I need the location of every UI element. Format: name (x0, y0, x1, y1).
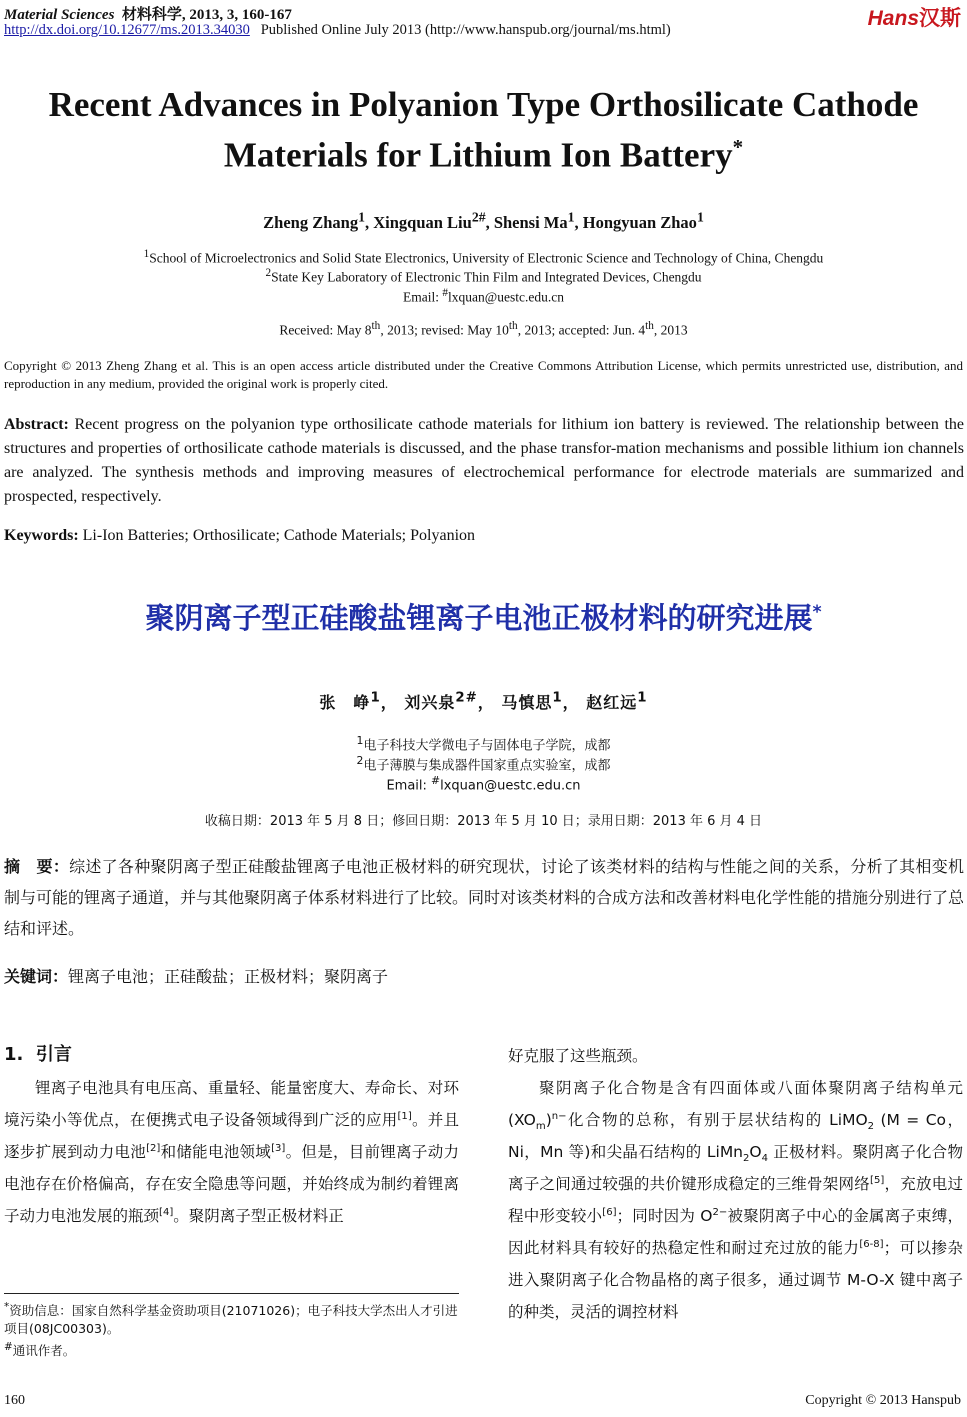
received-dates-cn: 收稿日期：2013 年 5 月 8 日；修回日期：2013 年 5 月 10 日；录用日期：2013 年 6 月 4 日 (204, 814, 763, 829)
author-name: 张 峥 (319, 693, 371, 712)
keywords-text: Li-Ion Batteries; Orthosilicate; Cathode Materials; Polyanion (78, 527, 476, 544)
keywords-label: Keywords: (4, 527, 79, 544)
page-number: 160 (4, 1393, 25, 1408)
footnote (4, 1338, 459, 1360)
abstract-en (4, 413, 964, 509)
doi-link[interactable]: http://dx.doi.org/10.12677/ms.2013.34030 (4, 22, 250, 38)
date-sup: th (508, 320, 518, 332)
subscript: 2 (867, 1121, 875, 1133)
paper-title-cn (0, 596, 967, 637)
footnote-mark: * (4, 1301, 10, 1313)
email-cn (0, 774, 967, 793)
affil-sup: 1 (356, 734, 364, 747)
affil-sup: 2 (265, 267, 272, 279)
journal-name: Material Sciences (4, 7, 115, 23)
abstract-label: Abstract: (4, 416, 69, 433)
author-sup: 1 (358, 209, 365, 224)
author-sup: 1 (637, 690, 648, 706)
body-text: 化合物的总称，有别于层状结构的 LiMO (566, 1111, 868, 1129)
keywords-cn-text: 锂离子电池；正硅酸盐；正极材料；聚阴离子 (68, 967, 389, 986)
email-sup: # (442, 287, 449, 299)
doi-line (4, 22, 671, 39)
superscript: n− (551, 1110, 567, 1122)
affil-sup: 1 (143, 248, 150, 260)
title-en-mark: * (732, 135, 744, 159)
author-sep: ， (562, 693, 580, 712)
body-text: O (749, 1143, 762, 1161)
affil-text: School of Microelectronics and Solid State Electronics, University of Electronic Science and Technology of China, Chengdu (149, 250, 824, 266)
citation-ref[interactable]: [2] (146, 1142, 161, 1154)
logo-cn: 汉斯 (919, 7, 961, 30)
author-sup: 1 (696, 209, 704, 224)
paper-title-en (0, 84, 967, 177)
subscript: m (535, 1121, 546, 1133)
body-text: ；同时因为 O (616, 1207, 713, 1225)
author-cn (404, 690, 495, 712)
published-note: Published Online July 2013 (http://www.hanspub.org/journal/ms.html) (260, 22, 671, 38)
affiliation-cn-2 (0, 754, 967, 773)
section-number: 1. (4, 1044, 24, 1065)
abstract-cn (4, 851, 964, 944)
body-column-right (508, 1040, 963, 1328)
email-label: Email: (403, 289, 443, 305)
affil-text: 电子科技大学微电子与固体电子学院，成都 (363, 738, 611, 754)
body-text: 。聚阴离子型正极材料正 (173, 1207, 344, 1225)
citation-ref[interactable]: [1] (397, 1110, 412, 1122)
citation-ref[interactable]: [6-8] (859, 1238, 884, 1250)
title-cn-text: 聚阴离子型正硅酸盐锂离子电池正极材料的研究进展 (145, 601, 813, 635)
hanspub-logo (868, 2, 961, 32)
footnote-mark: # (4, 1341, 13, 1354)
date-sup: th (371, 320, 381, 332)
author-cn (319, 690, 398, 712)
affil-text: State Key Laboratory of Electronic Thin Film and Integrated Devices, Chengdu (271, 269, 702, 285)
copyright-notice: Copyright © 2013 Zheng Zhang et al. This is an open access article distributed under the Creative Commons Attribution License, which permits unrestricted use, distribution, and reproduction in any medium, provided the original work is properly cited. (4, 358, 963, 391)
body-text: ) (545, 1111, 552, 1129)
author-name: Zheng Zhang (263, 212, 359, 232)
subscript: 2 (743, 1153, 750, 1165)
affiliation-en-2 (0, 267, 967, 286)
date-text: , 2013; revised: May 10 (380, 322, 509, 338)
title-cn-mark: * (812, 602, 822, 623)
citation-ref[interactable]: [3] (271, 1142, 286, 1154)
citation-ref[interactable]: [4] (159, 1206, 174, 1218)
body-text: 锂离子电池具有电压高、重量轻、能量密度大、寿命长、对环境污染小等优点，在便携式电子设备领域得到广泛的应用 (4, 1079, 459, 1129)
body-text: 。并且逐步扩展到动力电池 (4, 1111, 459, 1161)
affiliation-en-1 (0, 248, 967, 267)
author-sep: , (485, 212, 494, 232)
section-title: 引言 (35, 1044, 72, 1065)
body-column-left (4, 1040, 459, 1232)
body-text: (M = Co，Ni，Mn 等)和尖晶石结构的 LiMn (508, 1111, 963, 1161)
footnotes (4, 1298, 459, 1360)
author-en (493, 209, 583, 232)
body-paragraph-continued: 好克服了这些瓶颈。 (508, 1047, 648, 1065)
author-en (582, 209, 704, 232)
affiliation-cn-1 (0, 734, 967, 753)
author-sep: ， (477, 693, 495, 712)
footnote-text: 通讯作者。 (12, 1343, 76, 1359)
section-heading (4, 1040, 459, 1070)
email-address[interactable]: lxquan@uestc.edu.cn (448, 289, 564, 305)
subscript: 4 (761, 1153, 769, 1165)
author-sup: 1 (552, 690, 563, 706)
title-en-line2-text: Materials for Lithium Ion Battery (223, 135, 733, 175)
affil-sup: 2 (356, 754, 364, 767)
abstract-cn-text: 综述了各种聚阴离子型正硅酸盐锂离子电池正极材料的研究现状，讨论了该类材料的结构与性能之间的关系，分析了其相变机制与可能的锂离子通道，并与其他聚阴离子体系材料进行了比较。同时对该类材料的合成方法和改善材料电化学性能的措施分别进行了总结和评述。 (4, 857, 965, 938)
logo-latin: Hans (867, 7, 919, 30)
author-sup: 2# (455, 690, 478, 706)
keywords-en (4, 527, 964, 545)
author-list-en (0, 209, 967, 233)
author-sup: 1 (370, 690, 381, 706)
author-name: Xingquan Liu (373, 212, 472, 232)
date-text: Received: May 8 (279, 322, 372, 338)
superscript: 2− (712, 1206, 728, 1218)
author-en (263, 209, 374, 232)
body-text: 和储能电池领域 (160, 1143, 272, 1161)
date-text: , 2013; accepted: Jun. 4 (517, 322, 646, 338)
email-address[interactable]: lxquan@uestc.edu.cn (440, 778, 581, 794)
body-text: 正极材料。聚阴离子化合物离子之间通过较强的共价键形成稳定的三维骨架网络 (508, 1143, 963, 1193)
date-sup: th (645, 320, 654, 332)
abstract-cn-label: 摘 要： (4, 857, 70, 876)
journal-citation (4, 3, 292, 24)
title-en-line1: Recent Advances in Polyanion Type Orthosilicate Cathode (48, 85, 919, 124)
body-text: ，充放电过程中形变较小 (508, 1175, 963, 1225)
email-en (0, 287, 967, 306)
citation-ref[interactable]: [6] (602, 1206, 617, 1218)
date-text: , 2013 (653, 322, 688, 338)
abstract-text: Recent progress on the polyanion type orthosilicate cathode materials for lithium ion battery is reviewed. The relationship between the structures and properties of orthosilicate cathode materials is discussed, and the phase transfor-mation mechanisms and possible lithium ion channels are analyzed. The synthesis methods and improving measures of electrochemical performance for electrode materials are summarized and prospected, respectively. (4, 416, 964, 505)
author-name: 赵红远 (586, 693, 638, 712)
received-dates-en (0, 320, 967, 339)
author-name: 马慎思 (501, 693, 553, 712)
author-sep: ， (380, 693, 398, 712)
footer-copyright: Copyright © 2013 Hanspub (805, 1393, 961, 1408)
body-text: 。但是，目前锂离子动力电池存在价格偏高，存在安全隐患等问题，并始终成为制约着锂离子动力电池发展的瓶颈 (4, 1143, 459, 1225)
citation-ref[interactable]: [5] (870, 1174, 885, 1186)
body-text: ；可以掺杂进入聚阴离子化合物晶格的离子很多，通过调节 M-O-X 键中离子的种类，灵活的调控材料 (508, 1239, 963, 1321)
author-sep: , (364, 212, 374, 232)
email-sup: # (431, 774, 441, 787)
author-name: Hongyuan Zhao (582, 212, 697, 232)
volume-info: , 2013, 3, 160-167 (181, 7, 292, 23)
author-cn (501, 690, 580, 712)
body-paragraph (4, 1072, 459, 1232)
body-text: 被聚阴离子中心的金属离子束缚，因此材料具有较好的热稳定性和耐过充过放的能力 (508, 1207, 963, 1257)
footnote-text: 资助信息：国家自然科学基金资助项目(21071026)；电子科技大学杰出人才引进项目(08JC00303)。 (4, 1303, 458, 1337)
body-paragraph (508, 1072, 963, 1328)
author-name: 刘兴泉 (404, 693, 456, 712)
footnote-divider (4, 1293, 459, 1294)
body-text: 聚阴离子化合物是含有四面体或八面体聚阴离子结构单元(XO (508, 1079, 963, 1129)
title-en-line2 (0, 126, 967, 177)
author-cn (586, 690, 648, 712)
keywords-cn-label: 关键词： (4, 967, 69, 986)
author-sup: 2# (471, 209, 486, 224)
author-sep: , (574, 212, 583, 232)
email-label: Email: (386, 778, 432, 794)
affil-text: 电子薄膜与集成器件国家重点实验室，成都 (363, 758, 611, 774)
author-list-cn (0, 690, 967, 713)
keywords-cn (4, 964, 964, 987)
author-sup: 1 (567, 209, 575, 224)
author-en (373, 209, 494, 232)
footnote (4, 1298, 459, 1338)
author-name: Shensi Ma (493, 212, 568, 232)
journal-name-cn: 材料科学 (121, 7, 182, 23)
